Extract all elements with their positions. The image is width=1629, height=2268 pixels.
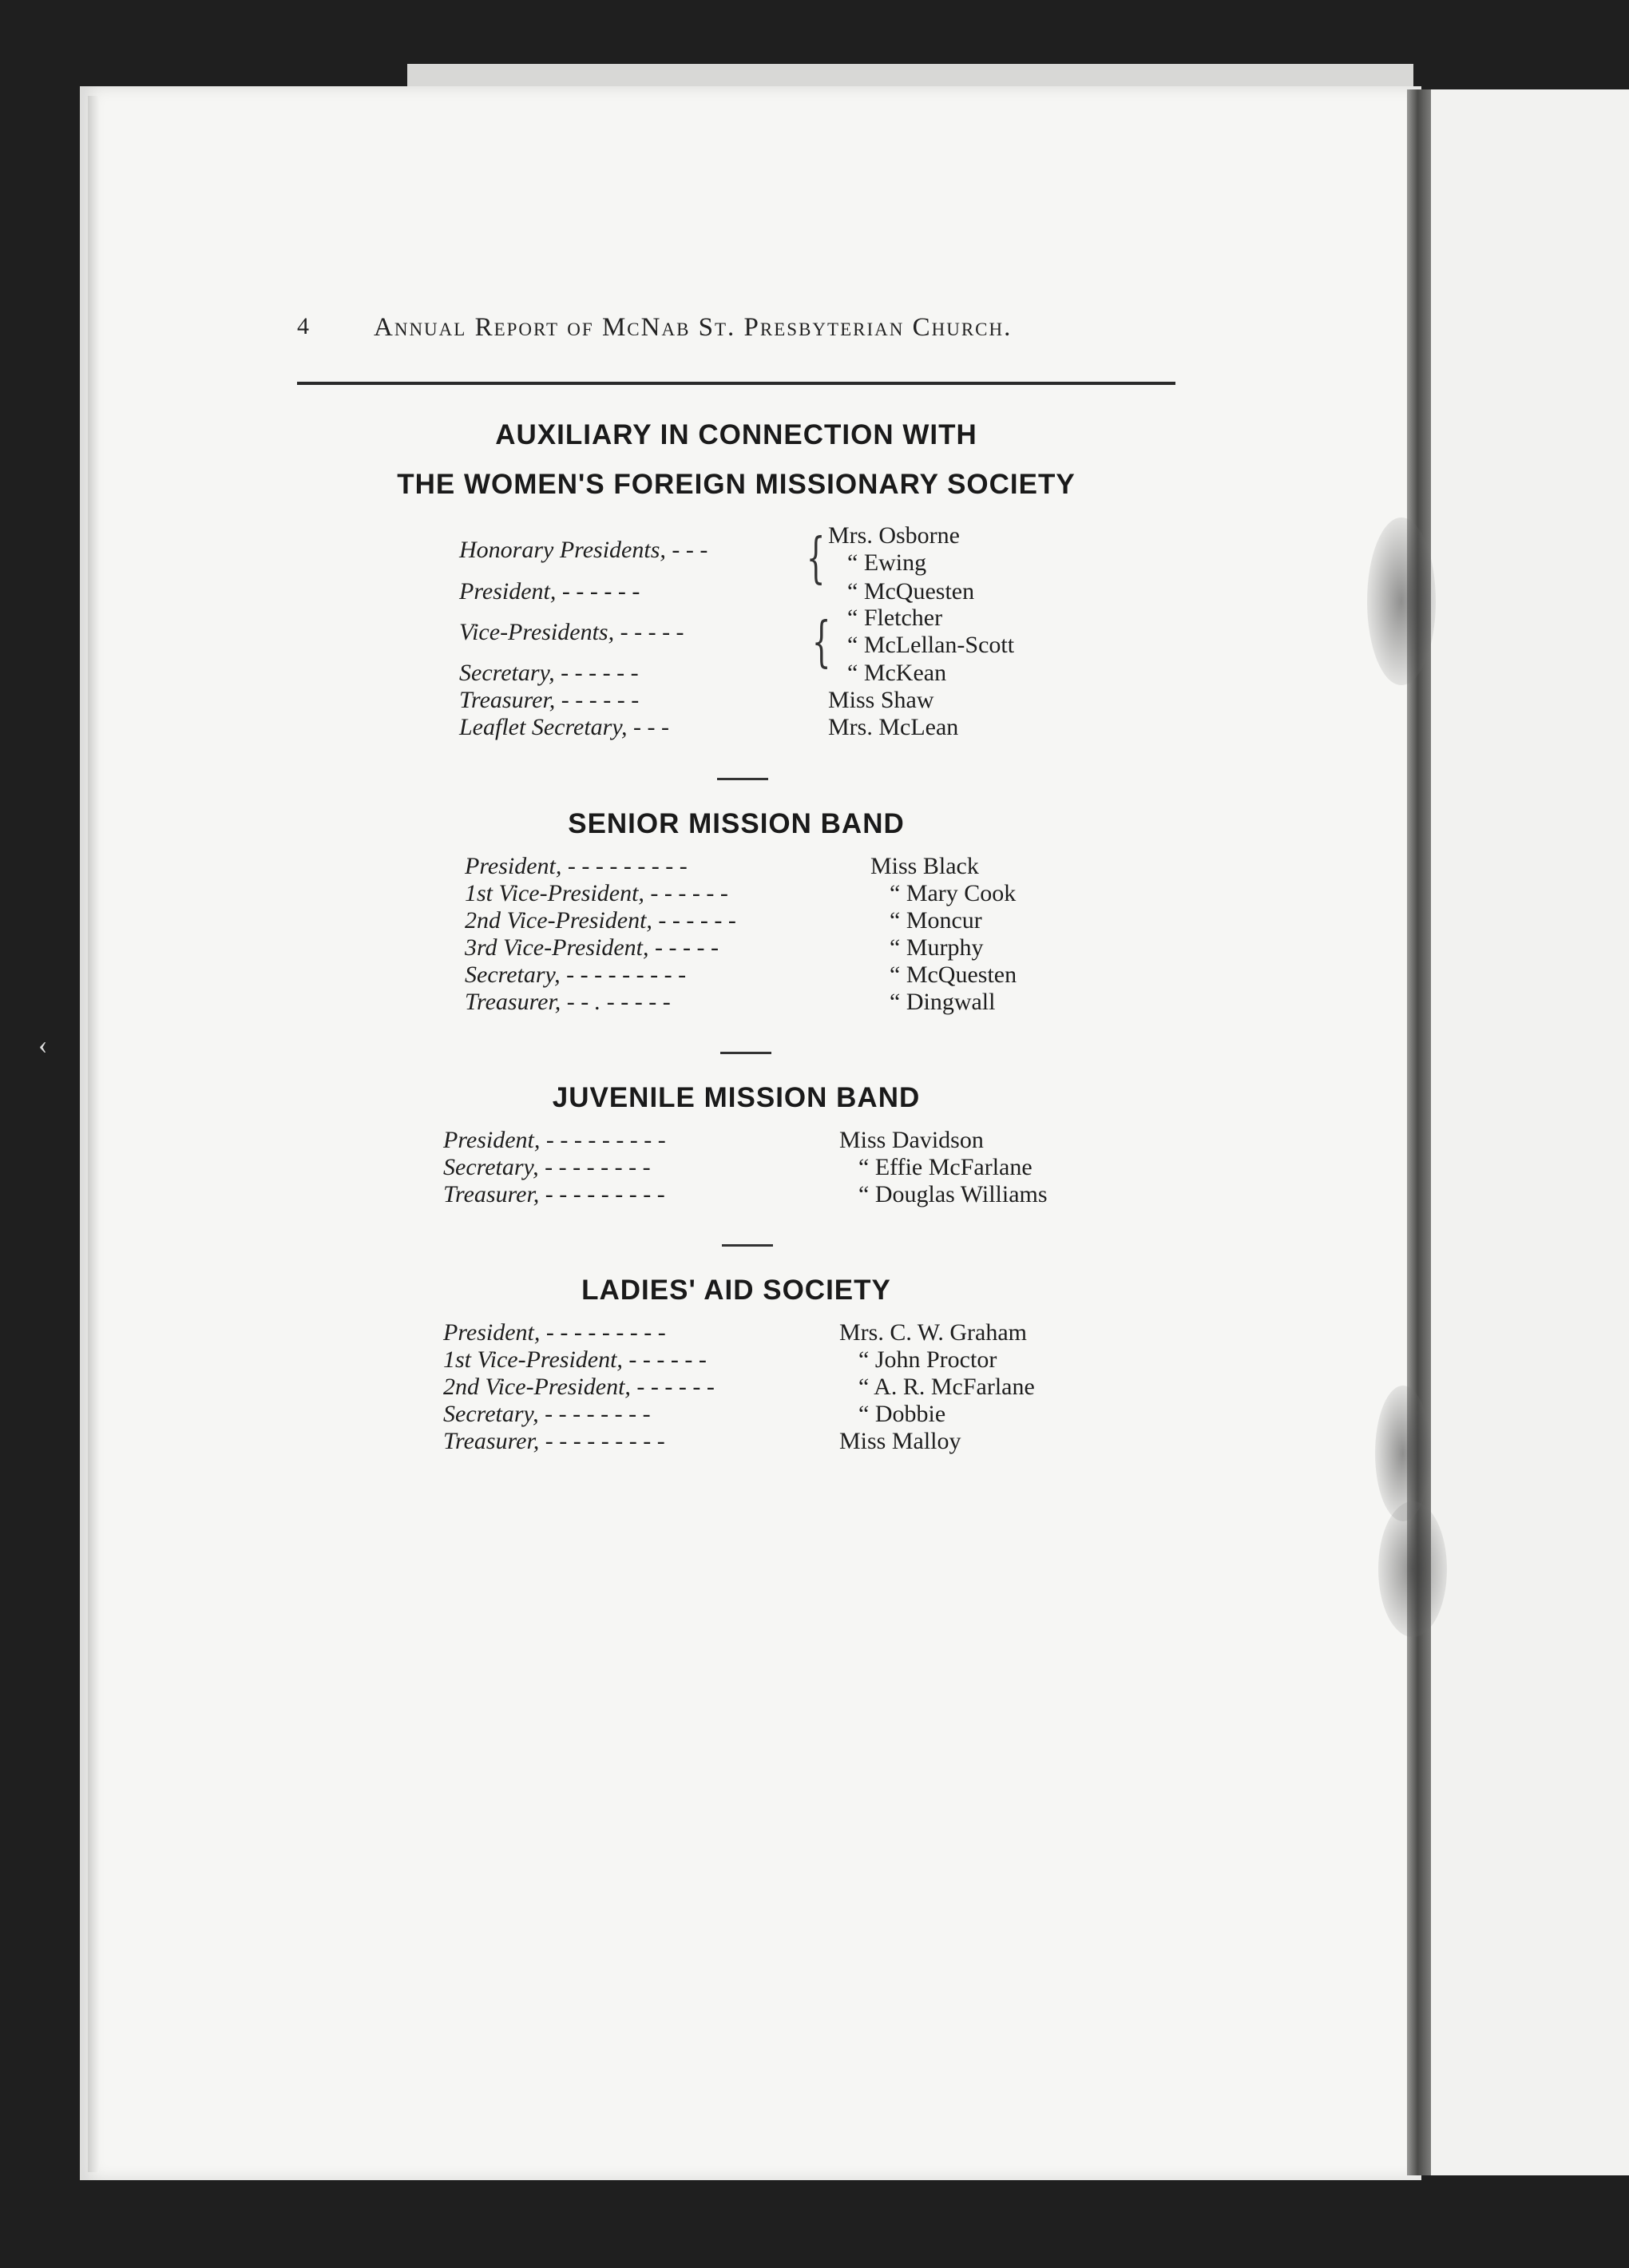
officer-name: “ John Proctor xyxy=(858,1346,997,1373)
officer-name: “ Mary Cook xyxy=(890,880,1017,906)
officer-row xyxy=(465,934,1104,962)
officer-role: 2nd Vice-President, - - - - - - xyxy=(443,1374,715,1400)
officer-row xyxy=(465,853,1104,880)
page-edge xyxy=(88,96,99,2172)
officer-name: “ McLellan-Scott xyxy=(847,632,1015,658)
officer-role: President, - - - - - - xyxy=(459,578,640,605)
officer-role: Honorary Presidents, - - - xyxy=(459,537,708,563)
officer-row xyxy=(459,578,1098,605)
officer-name: Miss Malloy xyxy=(839,1428,961,1454)
facing-page xyxy=(1429,89,1629,2175)
officer-name: Mrs. McLean xyxy=(828,714,959,740)
officer-role: Treasurer, - - - - - - - - - xyxy=(443,1181,665,1207)
officer-name: “ McQuesten xyxy=(890,962,1017,988)
officer-role: Secretary, - - - - - - - - - xyxy=(465,962,687,988)
officer-role: Leaflet Secretary, - - - xyxy=(459,714,669,740)
section-heading: THE WOMEN'S FOREIGN MISSIONARY SOCIETY xyxy=(397,469,1076,500)
officer-row xyxy=(465,989,1104,1016)
officer-role: Secretary, - - - - - - xyxy=(459,660,639,686)
officer-role: President, - - - - - - - - - xyxy=(443,1127,666,1153)
officer-row xyxy=(465,907,1104,934)
header-rule xyxy=(297,382,1175,385)
running-title: Annual Report of McNab St. Presbyterian Church. xyxy=(374,313,1013,342)
officer-name: Miss Davidson xyxy=(839,1127,984,1153)
background-bottom xyxy=(0,2180,1629,2268)
officer-row xyxy=(465,880,1104,907)
book-spine xyxy=(1407,89,1431,2175)
ink-stain xyxy=(1375,1386,1431,1521)
officer-role: 2nd Vice-President, - - - - - - xyxy=(465,907,736,934)
officer-name: “ Moncur xyxy=(890,907,982,934)
section-divider xyxy=(722,1244,773,1247)
officer-name: “ Douglas Williams xyxy=(858,1181,1048,1207)
officer-row xyxy=(443,1154,1122,1181)
officer-row xyxy=(443,1127,1122,1154)
officer-role: 3rd Vice-President, - - - - - xyxy=(465,934,719,961)
section-heading: LADIES' AID SOCIETY xyxy=(581,1275,891,1306)
officer-name: “ Ewing xyxy=(847,549,927,576)
section-heading: AUXILIARY IN CONNECTION WITH xyxy=(495,419,977,450)
officer-row xyxy=(443,1346,1122,1374)
officer-row xyxy=(443,1428,1122,1455)
brace-icon: { xyxy=(806,527,826,590)
officer-row xyxy=(459,660,1098,687)
officer-row xyxy=(443,1181,1122,1208)
officer-name: “ Fletcher xyxy=(847,605,943,631)
officer-name: “ Murphy xyxy=(890,934,984,961)
officer-row xyxy=(459,714,1098,741)
officer-role: Treasurer, - - - - - - xyxy=(459,687,640,713)
section-heading: SENIOR MISSION BAND xyxy=(568,808,905,839)
officer-name: “ Effie McFarlane xyxy=(858,1154,1032,1180)
page-number: 4 xyxy=(297,313,311,339)
officer-role: Vice-Presidents, - - - - - xyxy=(459,619,684,645)
section-divider xyxy=(720,1052,771,1054)
officer-role: 1st Vice-President, - - - - - - xyxy=(465,880,728,906)
officer-name: Mrs. Osborne xyxy=(828,522,960,549)
officer-row xyxy=(443,1319,1122,1346)
officer-name: “ McKean xyxy=(847,660,947,686)
officer-role: Secretary, - - - - - - - - xyxy=(443,1154,651,1180)
officer-name: “ Dingwall xyxy=(890,989,996,1015)
officer-name: Miss Shaw xyxy=(828,687,934,713)
ink-stain xyxy=(1378,1501,1447,1637)
officer-role: President, - - - - - - - - - xyxy=(465,853,688,879)
officer-role: 1st Vice-President, - - - - - - xyxy=(443,1346,707,1373)
ink-stain xyxy=(1367,517,1436,685)
officer-role: President, - - - - - - - - - xyxy=(443,1319,666,1346)
officer-row xyxy=(443,1401,1122,1428)
officer-role: Secretary, - - - - - - - - xyxy=(443,1401,651,1427)
officer-row xyxy=(443,1374,1122,1401)
officer-name: Miss Black xyxy=(870,853,979,879)
officer-row xyxy=(459,687,1098,714)
officer-row xyxy=(465,962,1104,989)
officer-name: “ McQuesten xyxy=(847,578,975,605)
left-edge-mark: ‹ xyxy=(38,1030,48,1060)
officer-name: Mrs. C. W. Graham xyxy=(839,1319,1027,1346)
officer-role: Treasurer, - - . - - - - - xyxy=(465,989,671,1015)
brace-icon: { xyxy=(811,611,831,674)
section-heading: JUVENILE MISSION BAND xyxy=(552,1082,921,1113)
officer-name: “ Dobbie xyxy=(858,1401,946,1427)
officer-role: Treasurer, - - - - - - - - - xyxy=(443,1428,665,1454)
officer-name: “ A. R. McFarlane xyxy=(858,1374,1035,1400)
section-divider xyxy=(717,778,768,780)
